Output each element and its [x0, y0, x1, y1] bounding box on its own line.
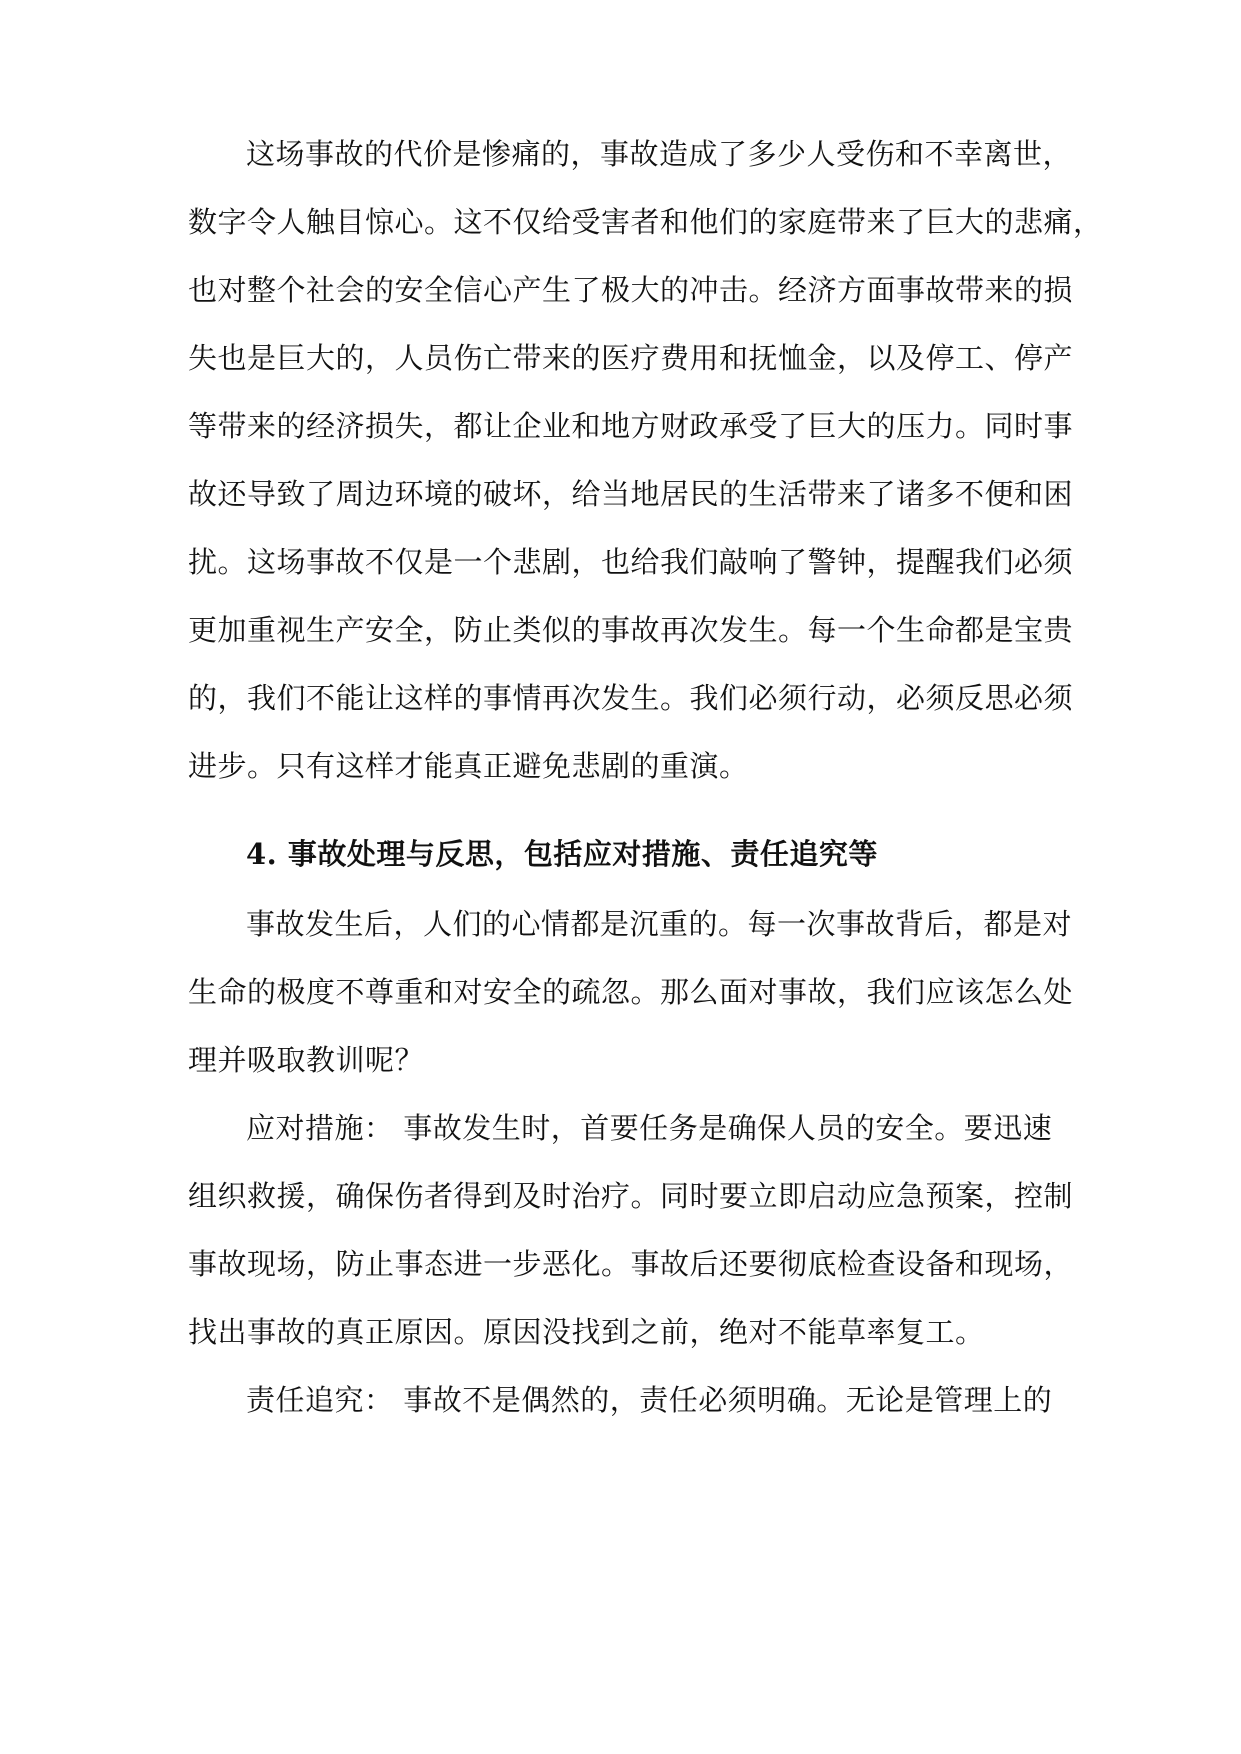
paragraph-3-line-4: 找出事故的真正原因。原因没找到之前，绝对不能草率复工。 — [188, 1315, 985, 1349]
paragraph-1-line-7: 扰。这场事故不仅是一个悲剧，也给我们敲响了警钟，提醒我们必须 — [188, 545, 1074, 579]
paragraph-2-line-1: 事故发生后，人们的心情都是沉重的。每一次事故背后，都是对 — [246, 907, 1073, 941]
paragraph-1-line-3: 也对整个社会的安全信心产生了极大的冲击。经济方面事故带来的损 — [188, 273, 1074, 307]
section-heading: 4. 事故处理与反思，包括应对措施、责任追究等 — [246, 837, 878, 871]
paragraph-1-line-10: 进步。只有这样才能真正避免悲剧的重演。 — [188, 749, 749, 783]
paragraph-1-line-2: 数字令人触目惊心。这不仅给受害者和他们的家庭带来了巨大的悲痛， — [188, 205, 1103, 239]
paragraph-4-line-1: 责任追究： 事故不是偶然的，责任必须明确。无论是管理上的 — [246, 1383, 1053, 1417]
paragraph-3-line-2: 组织救援，确保伤者得到及时治疗。同时要立即启动应急预案，控制 — [188, 1179, 1074, 1213]
paragraph-2-line-3: 理并吸取教训呢？ — [188, 1043, 425, 1077]
paragraph-1-line-9: 的，我们不能让这样的事情再次发生。我们必须行动，必须反思必须 — [188, 681, 1074, 715]
paragraph-1-line-4: 失也是巨大的，人员伤亡带来的医疗费用和抚恤金，以及停工、停产 — [188, 341, 1074, 375]
paragraph-1-line-8: 更加重视生产安全，防止类似的事故再次发生。每一个生命都是宝贵 — [188, 613, 1074, 647]
paragraph-3-line-3: 事故现场，防止事态进一步恶化。事故后还要彻底检查设备和现场， — [188, 1247, 1074, 1281]
paragraph-1-line-6: 故还导致了周边环境的破坏，给当地居民的生活带来了诸多不便和困 — [188, 477, 1074, 511]
paragraph-1-line-5: 等带来的经济损失，都让企业和地方财政承受了巨大的压力。同时事 — [188, 409, 1074, 443]
paragraph-1-line-1: 这场事故的代价是惨痛的，事故造成了多少人受伤和不幸离世， — [246, 137, 1073, 171]
paragraph-3-line-1: 应对措施： 事故发生时，首要任务是确保人员的安全。要迅速 — [246, 1111, 1053, 1145]
paragraph-2-line-2: 生命的极度不尊重和对安全的疏忽。那么面对事故，我们应该怎么处 — [188, 975, 1074, 1009]
